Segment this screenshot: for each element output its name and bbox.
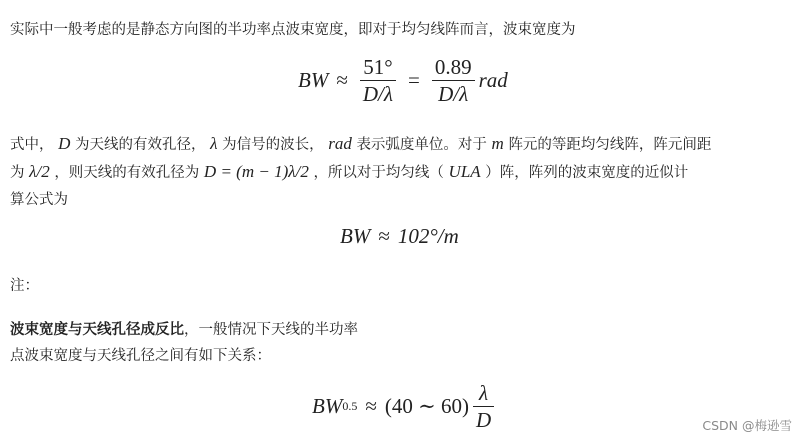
eq1-fraction-1: [360, 56, 396, 105]
eq2-approx: ≈: [378, 224, 390, 248]
explanation-line-1: 式中， D 为天线的有效孔径， λ 为信号的波长， rad 表示弧度单位。对于 m 阵元的等距均匀线阵，阵元间距: [10, 134, 712, 153]
eq3-numerator: λ: [478, 381, 489, 405]
eq1-fraction-2: [432, 56, 475, 105]
eq1-frac2-numerator: 0.89: [434, 55, 472, 79]
eq3-fraction: [473, 382, 494, 431]
symbol-m: m: [491, 134, 504, 153]
explanation-line-2: 为 λ/2 ，则天线的有效孔径为 D = (m − 1)λ/2 ，所以对于均匀线（ ULA ）阵，阵列的波束宽度的近似计: [10, 162, 689, 181]
beamwidth-equation-3: [312, 382, 498, 431]
aperture-expression: D = (m − 1)λ/2: [203, 162, 309, 181]
eq3-denominator: D: [475, 408, 492, 432]
eq3-range: (40 ∼ 60): [384, 394, 469, 418]
symbol-lambda: λ: [210, 134, 218, 153]
beamwidth-equation-2: [340, 224, 459, 249]
eq3-approx: ≈: [365, 394, 377, 418]
eq1-approx: ≈: [336, 68, 348, 92]
eq1-frac2-denominator: D/λ: [438, 82, 469, 106]
explanation-line-3: 算公式为: [10, 192, 68, 208]
symbol-D: D: [58, 134, 71, 153]
relation-line-1: 波束宽度与天线孔径成反比，一般情况下天线的半功率: [10, 322, 358, 338]
eq1-unit: rad: [478, 68, 508, 92]
eq1-frac1-numerator: 51°: [363, 55, 393, 79]
csdn-watermark: CSDN @梅逊雪: [702, 418, 792, 433]
beamwidth-equation-1: [298, 56, 508, 105]
symbol-ula: ULA: [448, 162, 481, 181]
eq3-lhs: BW: [312, 394, 343, 418]
relation-bold-statement: 波束宽度与天线孔径成反比: [10, 322, 184, 338]
eq1-equals: =: [407, 68, 420, 92]
eq1-lhs: BW: [298, 68, 329, 92]
intro-paragraph: 实际中一般考虑的是静态方向图的半功率点波束宽度，即对于均匀线阵而言，波束宽度为: [10, 22, 576, 38]
eq3-subscript: 0.5: [342, 399, 358, 413]
spacing-expression: λ/2: [29, 162, 50, 181]
eq2-lhs: BW: [340, 224, 371, 248]
eq1-frac1-denominator: D/λ: [362, 82, 393, 106]
eq2-rhs: 102°/m: [397, 224, 459, 248]
symbol-rad: rad: [328, 134, 352, 153]
relation-line-2: 点波束宽度与天线孔径之间有如下关系：: [10, 348, 271, 364]
note-label: 注：: [10, 278, 39, 294]
